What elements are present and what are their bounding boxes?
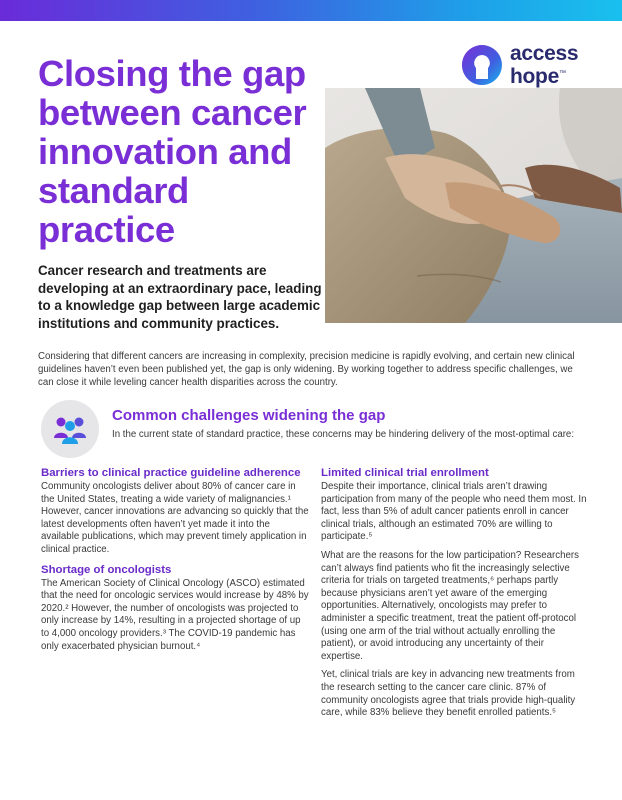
logo-trademark: ™ [558,70,566,77]
trial-enrollment-heading: Limited clinical trial enrollment [321,467,489,479]
lede-paragraph: Cancer research and treatments are developing at an extraordinary pace, leading to a knowledge gap between large academic institutions and community practices. [38,263,322,331]
guideline-adherence-heading: Barriers to clinical practice guideline adherence [41,467,301,479]
right-column [321,466,587,726]
left-column [41,466,309,659]
trial-enrollment-paragraph-1: Despite their importance, clinical trials aren’t drawing participation from many of the people who need them most. In fact, less than 5% of adult cancer patients enroll in cancer clinical trials, although an estimated 70% are willing to participate.⁵ [321,481,587,543]
logo-line-2: hope [510,65,559,88]
access-hope-logo-mark-icon [460,43,504,87]
hero-photo-holding-hands [325,88,622,323]
trial-enrollment-paragraph-3: Yet, clinical trials are key in advancing new treatments from the research setting to the cancer care clinic. 87% of community oncologists agree that trials provide high-quality care, while 83% believe they benefit enrolled patients.⁵ [321,669,576,719]
intro-paragraph: Considering that different cancers are increasing in complexity, precision medicine is rapidly evolving, and certain new clinical guidelines haven’t even been published yet, the gap is only widening. By working together to address specific challenges, we can close it while leveling cancer health disparities across the country. [38,351,575,389]
oncologist-shortage-heading: Shortage of oncologists [41,563,172,576]
challenges-heading: Common challenges widening the gap [112,407,386,424]
oncologist-shortage-body: The American Society of Clinical Oncology (ASCO) estimated that the need for oncologic services would increase by 48% by 2020.² However, the number of oncologists was projected to only increase by 14%, resulting in a projected shortage of up to 4,000 oncology providers.³ The COVID-19 pandemic has only exacerbated physician burnout.⁴ [41,577,309,652]
page-title: Closing the gap between cancer innovation and standard practice [38,53,307,250]
logo-line-1: access [510,42,579,65]
top-gradient-band [0,0,622,21]
access-hope-logo[interactable] [460,40,610,92]
logo-wordmark [510,44,578,87]
group-people-icon [41,400,99,458]
guideline-adherence-body: Community oncologists deliver about 80% of cancer care in the United States, treating a wide variety of malignancies.¹ However, cancer innovations are advancing so quickly that the latest developments often haven’t yet made it into the available publications, which may prevent timely application in clinical practice. [41,481,309,555]
challenges-subheading: In the current state of standard practice, these concerns may be hindering delivery of the most-optimal care: [112,429,575,440]
trial-enrollment-paragraph-2: What are the reasons for the low participation? Researchers can’t always find patients who fit the increasingly selective criteria for trials on targeted treatments,⁶ perhaps partly because physicians aren’t yet aware of the emerging opportunities. Alternatively, oncologists may prefer to administer a specific treatment, treat the patient off-protocol (using one arm of the trial without actually enrolling the patient), or avoid introducing any uncertainty of their expertise. [321,549,579,662]
